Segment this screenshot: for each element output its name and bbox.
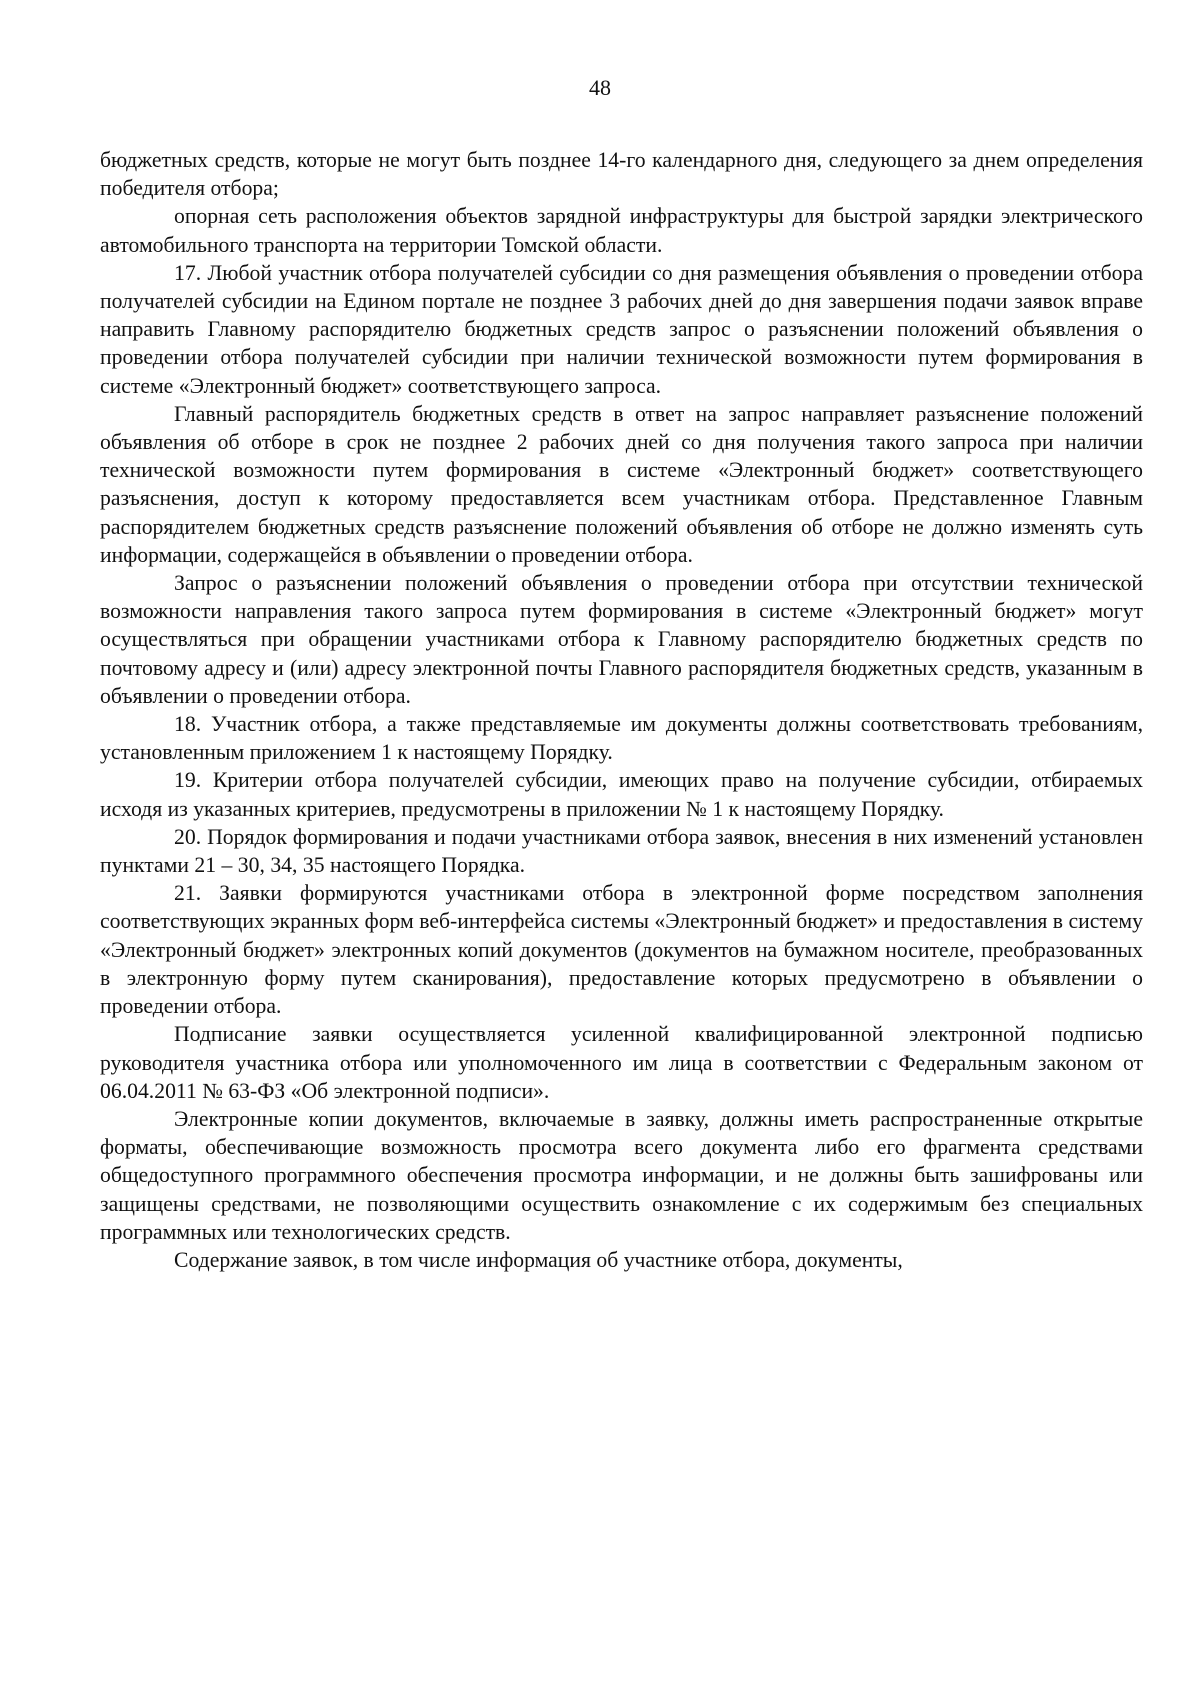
document-body — [100, 146, 1143, 1274]
paragraph: Подписание заявки осуществляется усиленной квалифицированной электронной подписью руководителя участника отбора или уполномоченного им лица в соответствии с Федеральным законом от 06.04.2011 № 63-ФЗ «Об электронной подписи». — [100, 1022, 1143, 1103]
paragraph: опорная сеть расположения объектов зарядной инфраструктуры для быстрой зарядки электрического автомобильного транспорта на территории Томской области. — [100, 204, 1143, 257]
paragraph-item-19: 19. Критерии отбора получателей субсидии, имеющих право на получение субсидии, отбираемых исходя из указанных критериев, предусмотрены в приложении № 1 к настоящему Порядку. — [100, 768, 1143, 821]
paragraph: Запрос о разъяснении положений объявления о проведении отбора при отсутствии технической возможности направления такого запроса путем формирования в системе «Электронный бюджет» могут осуществляться при обращении участниками отбора к Главному распорядителю бюджетных средств по почтовому адресу и (или) адресу электронной почты Главного распорядителя бюджетных средств, указанным в объявлении о проведении отбора. — [100, 571, 1143, 708]
paragraph-item-21: 21. Заявки формируются участниками отбора в электронной форме посредством заполнения соответствующих экранных форм веб-интерфейса системы «Электронный бюджет» и предоставления в систему «Электронный бюджет» электронных копий документов (документов на бумажном носителе, преобразованных в электронную форму путем сканирования), предоставление которых предусмотрено в объявлении о проведении отбора. — [100, 881, 1143, 1019]
paragraph-item-18: 18. Участник отбора, а также представляемые им документы должны соответствовать требованиям, установленным приложением 1 к настоящему Порядку. — [100, 712, 1143, 765]
paragraph: Содержание заявок, в том числе информация об участнике отбора, документы, — [174, 1247, 903, 1272]
paragraph-item-20: 20. Порядок формирования и подачи участниками отбора заявок, внесения в них изменений установлен пунктами 21 – 30, 34, 35 настоящего Порядка. — [100, 824, 1143, 878]
paragraph: Главный распорядитель бюджетных средств в ответ на запрос направляет разъяснение положений объявления об отборе в срок не позднее 2 рабочих дней со дня получения такого запроса при наличии технической возможности путем формирования в системе «Электронный бюджет» соответствующего разъяснения, доступ к которому предоставляется всем участникам отбора. Представленное Главным распорядителем бюджетных средств разъяснение положений объявления об отборе не должно изменять суть информации, содержащейся в объявлении о проведении отбора. — [100, 401, 1143, 567]
paragraph: Электронные копии документов, включаемые в заявку, должны иметь распространенные открытые форматы, обеспечивающие возможность просмотра всего документа либо его фрагмента средствами общедоступного программного обеспечения просмотра информации, и не должны быть зашифрованы или защищены средствами, не позволяющими осуществить ознакомление с их содержимым без специальных программных или технологических средств. — [100, 1106, 1143, 1244]
paragraph-item-17: 17. Любой участник отбора получателей субсидии со дня размещения объявления о проведении отбора получателей субсидии на Едином портале не позднее 3 рабочих дней до дня завершения подачи заявок вправе направить Главному распорядителю бюджетных средств запрос о разъяснении положений объявления о проведении отбора получателей субсидии при наличии технической возможности путем формирования в системе «Электронный бюджет» соответствующего запроса. — [100, 260, 1143, 398]
page-number: 48 — [589, 75, 611, 100]
paragraph: бюджетных средств, которые не могут быть позднее 14-го календарного дня, следующего за днем определения победителя отбора; — [100, 148, 1143, 201]
